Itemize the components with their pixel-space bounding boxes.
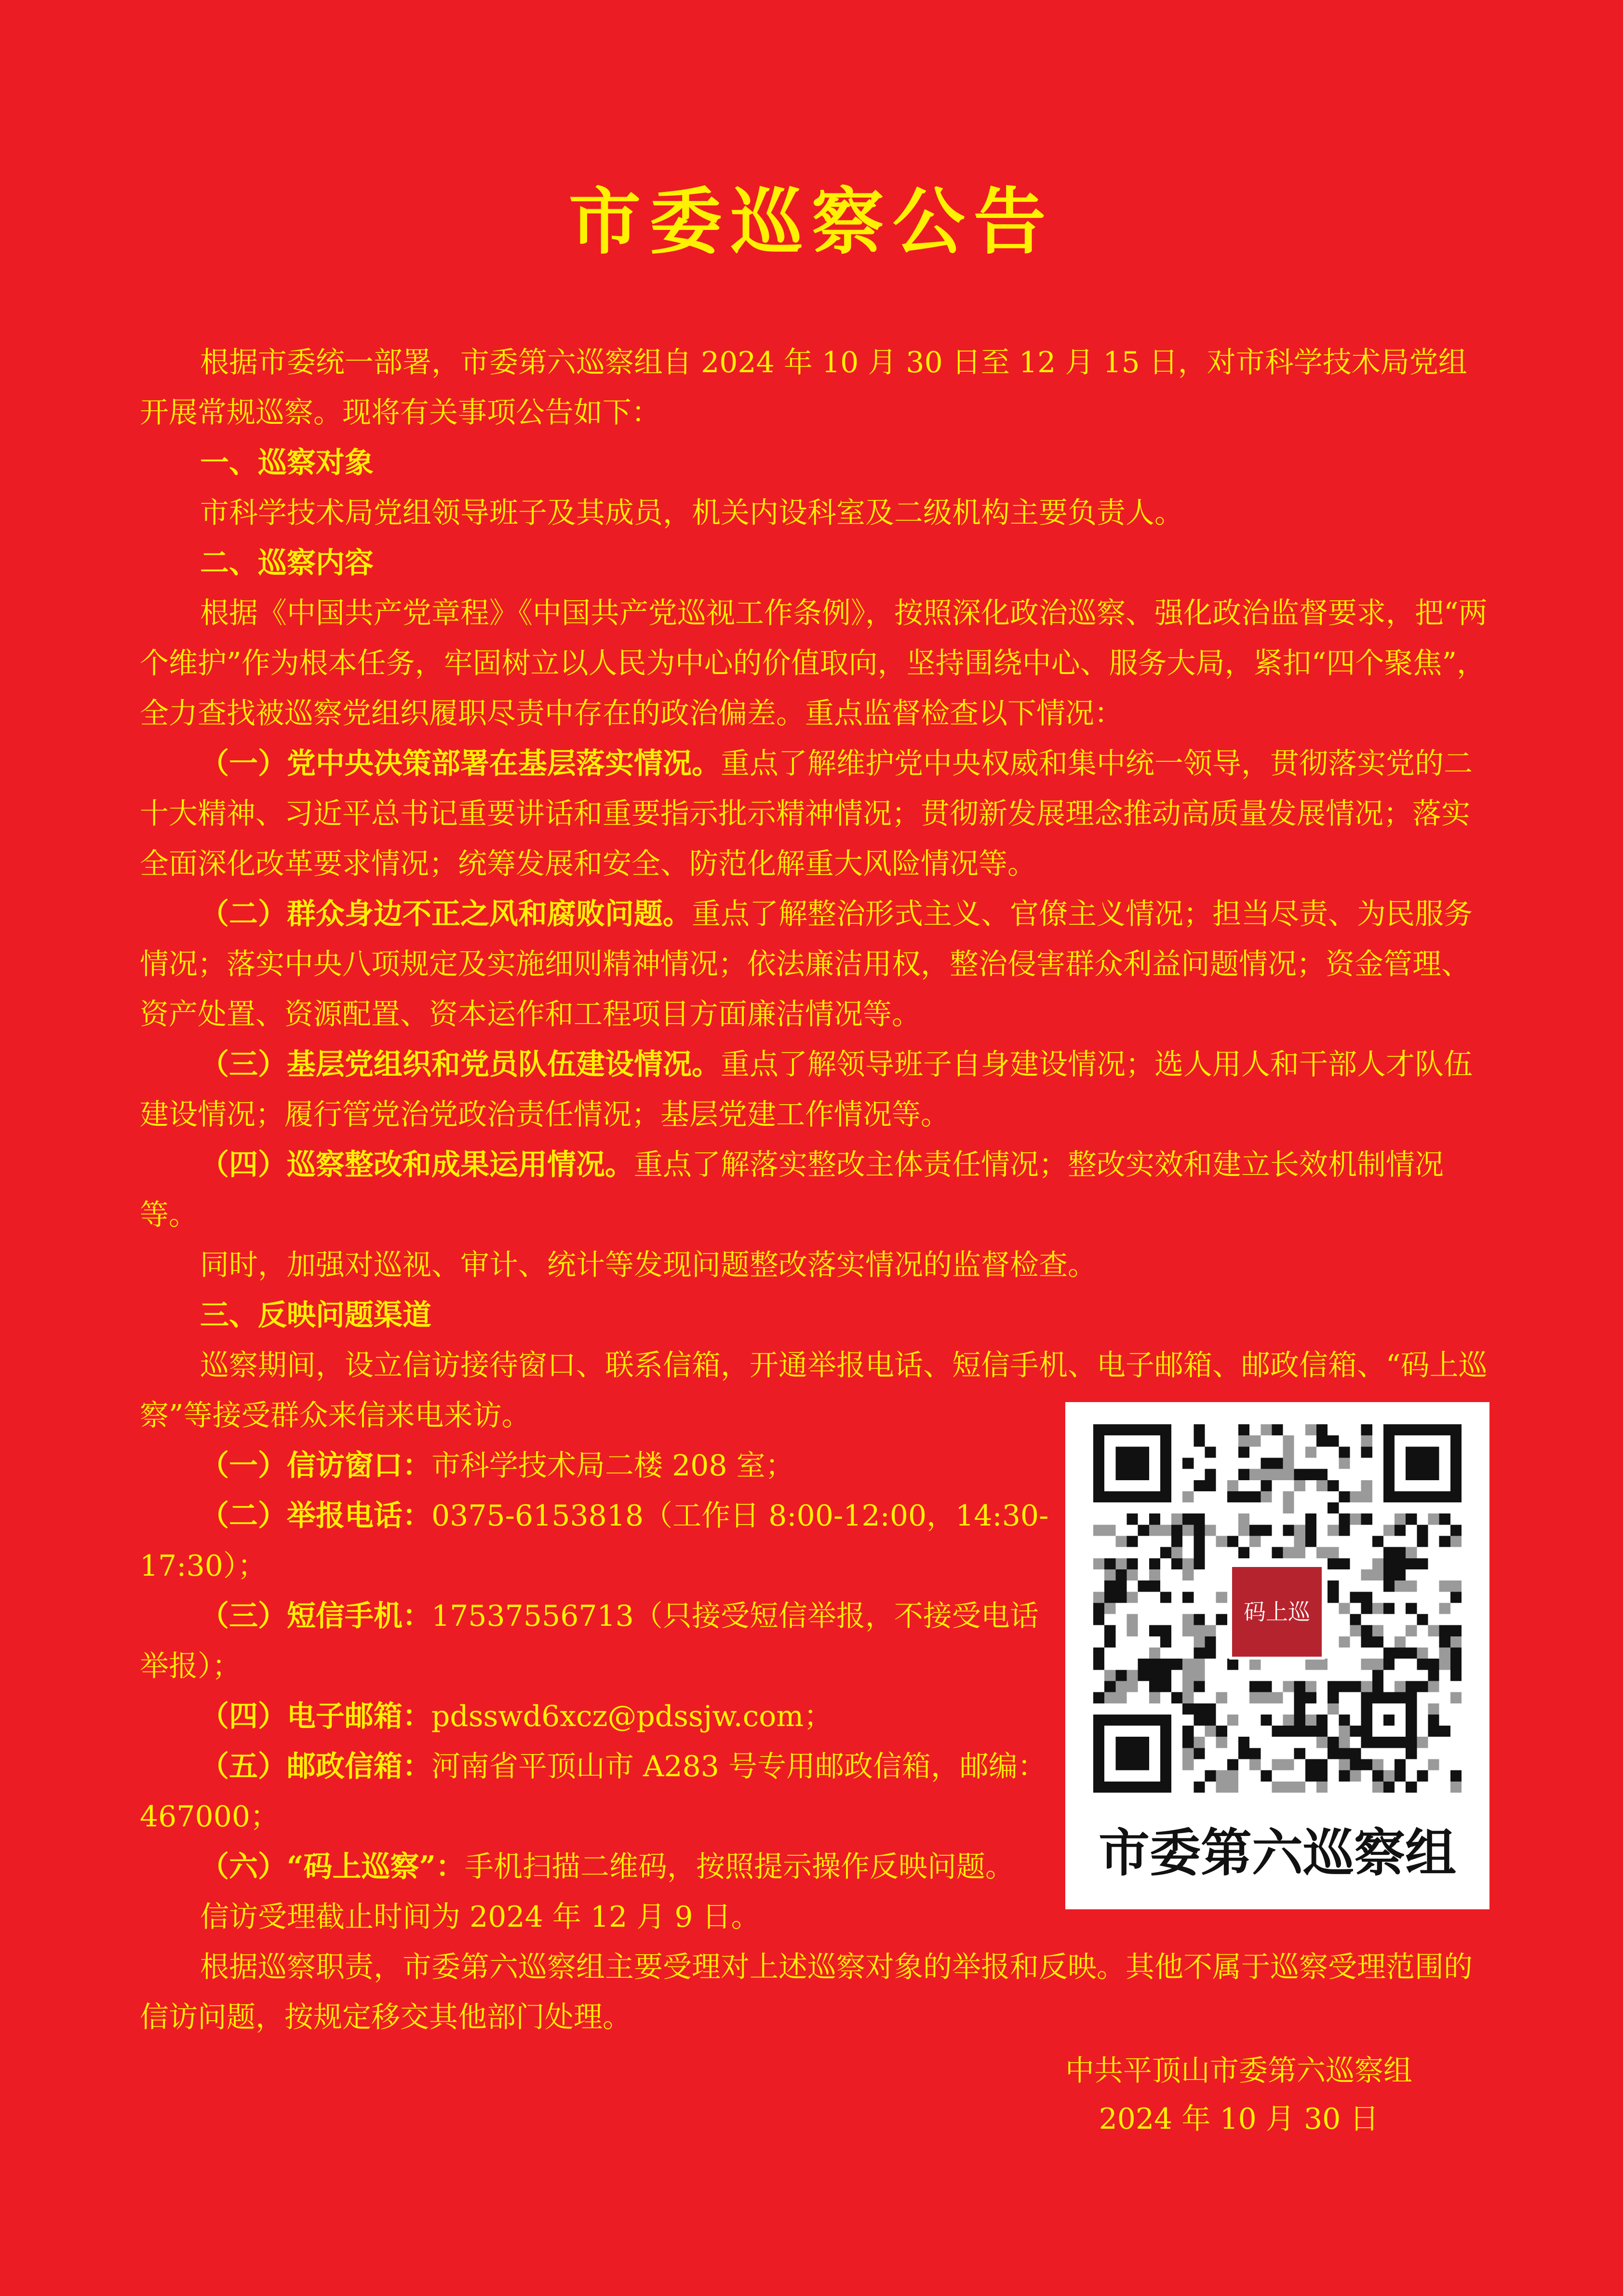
channel-lead: （六）“码上巡察”： — [200, 1850, 465, 1884]
channel-visit-window — [140, 1441, 1051, 1491]
channel-phone — [140, 1491, 1051, 1591]
inspection-item — [140, 1040, 1489, 1140]
channel-lead: （二）举报电话： — [200, 1499, 431, 1533]
channel-list — [140, 1441, 1051, 1842]
channel-value: pdsswd6xcz@pdssjw.com； — [431, 1700, 833, 1733]
section2-heading: 二、巡察内容 — [200, 546, 374, 580]
section1-heading: 一、巡察对象 — [200, 446, 374, 480]
channel-postal — [140, 1742, 1051, 1842]
inspection-item — [140, 739, 1489, 889]
inspection-item-lead: （四）巡察整改和成果运用情况。 — [200, 1148, 634, 1182]
channel-lead: （三）短信手机： — [200, 1599, 431, 1633]
inspection-item-lead: （三）基层党组织和党员队伍建设情况。 — [200, 1048, 721, 1081]
inspection-item — [140, 889, 1489, 1040]
inspection-item-text: 重点了解整治形式主义、官僚主义情况；担当尽责、为民服务情况；落实中央八项规定及实施细则精神情况；依法廉洁用权，整治侵害群众利益问题情况；资金管理、资产处置、资源配置、资本运作和工程项目方面廉洁情况等。 — [140, 897, 1473, 1031]
inspection-item — [140, 1140, 1489, 1240]
deadline-text: 信访受理截止时间为 2024 年 12 月 9 日。 — [200, 1900, 760, 1934]
qr-card — [1065, 1402, 1489, 1909]
channel-value: 17537556713（只接受短信举报，不接受电话举报）； — [140, 1599, 1039, 1683]
channel-value: 手机扫描二维码，按照提示操作反映问题。 — [465, 1850, 1015, 1884]
scope-text: 根据巡察职责，市委第六巡察组主要受理对上述巡察对象的举报和反映。其他不属于巡察受理范围的信访问题，按规定移交其他部门处理。 — [140, 1950, 1473, 2034]
channel-lead: （五）邮政信箱： — [200, 1750, 431, 1783]
section2-text: 根据《中国共产党章程》《中国共产党巡视工作条例》，按照深化政治巡察、强化政治监督要求，把“两个维护”作为根本任务，牢固树立以人民为中心的价值取向，坚持围绕中心、服务大局，紧扣“四个聚焦”，全力查找被巡察党组织履职尽责中存在的政治偏差。重点监督检查以下情况： — [140, 596, 1488, 730]
channel-value: 市科学技术局二楼 208 室； — [431, 1449, 794, 1483]
inspection-item-text: 重点了解维护党中央权威和集中统一领导，贯彻落实党的二十大精神、习近平总书记重要讲话和重要指示批示精神情况；贯彻新发展理念推动高质量发展情况；落实全面深化改革要求情况；统筹发展和安全、防范化解重大风险情况等。 — [140, 747, 1473, 881]
section3-text: 巡察期间，设立信访接待窗口、联系信箱，开通举报电话、短信手机、电子邮箱、邮政信箱、“码上巡察”等接受群众来信来电来访。 — [140, 1349, 1488, 1432]
inspection-item-lead: （二）群众身边不正之风和腐败问题。 — [200, 897, 692, 931]
channel-email — [140, 1691, 1051, 1742]
page-title: 市委巡察公告 — [568, 179, 1055, 264]
signature-org: 中共平顶山市委第六巡察组 — [1065, 2054, 1412, 2088]
channel-sms — [140, 1591, 1051, 1691]
channel-lead: （四）电子邮箱： — [200, 1700, 431, 1733]
channel-value: 0375-6153818（工作日 8:00-12:00，14:30-17:30）； — [140, 1499, 1049, 1583]
qr-badge: 码上巡 — [1229, 1564, 1325, 1660]
section2-closing: 同时，加强对巡视、审计、统计等发现问题整改落实情况的监督检查。 — [200, 1248, 1097, 1282]
inspection-item-text: 重点了解落实整改主体责任情况；整改实效和建立长效机制情况等。 — [140, 1148, 1444, 1232]
inspection-item-lead: （一）党中央决策部署在基层落实情况。 — [200, 747, 721, 781]
channel-lead: （一）信访窗口： — [200, 1449, 431, 1483]
section1-text: 市科学技术局党组领导班子及其成员，机关内设科室及二级机构主要负责人。 — [200, 496, 1183, 530]
intro-paragraph: 根据市委统一部署，市委第六巡察组自 2024 年 10 月 30 日至 12 月 15 日，对市科学技术局党组开展常规巡察。现将有关事项公告如下： — [140, 346, 1467, 430]
channel-value: 河南省平顶山市 A283 号专用邮政信箱，邮编：467000； — [140, 1750, 1046, 1834]
qr-caption: 市委第六巡察组 — [1099, 1823, 1456, 1883]
inspection-item-text: 重点了解领导班子自身建设情况；选人用人和干部人才队伍建设情况；履行管党治党政治责任情况；基层党建工作情况等。 — [140, 1048, 1473, 1132]
section3-heading: 三、反映问题渠道 — [200, 1298, 431, 1332]
signature-date: 2024 年 10 月 30 日 — [1099, 2102, 1379, 2136]
